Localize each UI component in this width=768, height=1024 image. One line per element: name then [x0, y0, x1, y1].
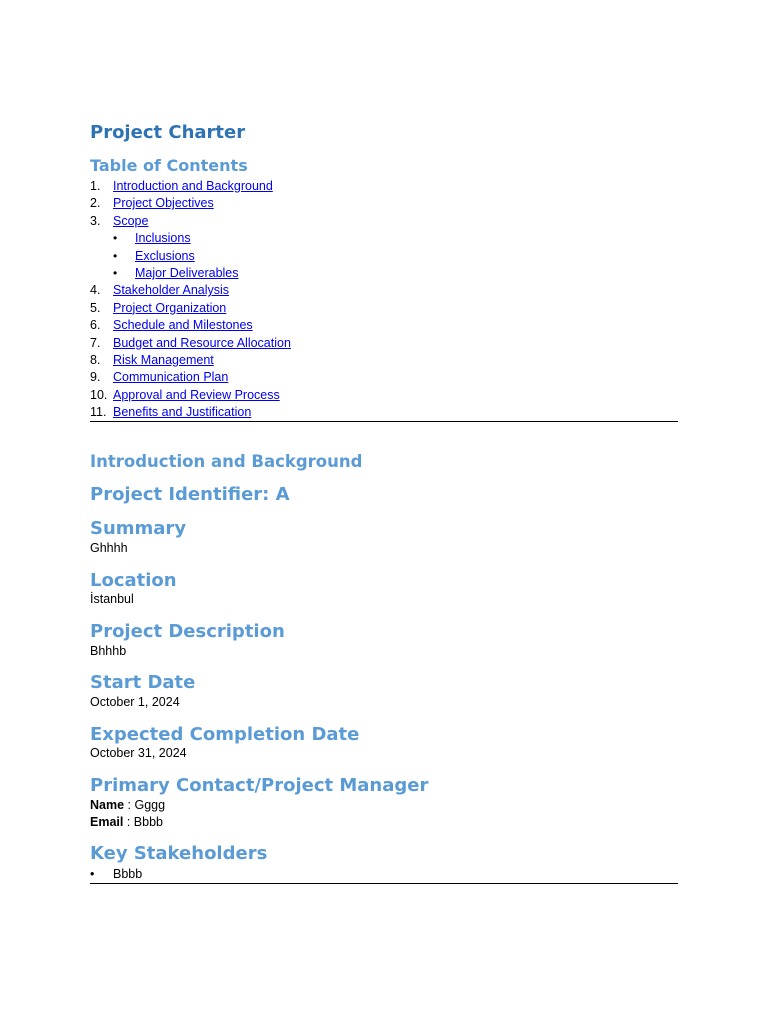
location-value: İstanbul	[90, 592, 134, 606]
divider	[90, 883, 678, 884]
completion-date-value: October 31, 2024	[90, 746, 187, 760]
stakeholders-heading: Key Stakeholders	[90, 843, 268, 864]
toc-subitem	[90, 248, 678, 265]
start-date-heading: Start Date	[90, 672, 196, 693]
toc-link-exclusions[interactable]: Exclusions	[135, 248, 195, 263]
toc-item	[90, 282, 678, 299]
toc-number: 10.	[90, 387, 108, 402]
toc-link-communication-plan[interactable]: Communication Plan	[113, 370, 229, 385]
description-value: Bhhhb	[90, 644, 127, 658]
stakeholder-name: Bbbb	[113, 867, 143, 881]
toc-number: 9.	[90, 370, 101, 385]
section-heading: Introduction and Background	[90, 452, 363, 471]
contact-email	[90, 815, 163, 829]
toc-item	[90, 300, 678, 317]
description-heading: Project Description	[90, 621, 285, 642]
start-date-value: October 1, 2024	[90, 695, 180, 709]
contact-name	[90, 798, 165, 812]
toc-item	[90, 195, 678, 212]
toc-link-schedule[interactable]: Schedule and Milestones	[113, 318, 253, 333]
summary-heading: Summary	[90, 518, 187, 539]
toc-subitem	[90, 230, 678, 247]
toc-item	[90, 404, 678, 421]
toc-link-budget[interactable]: Budget and Resource Allocation	[113, 335, 291, 350]
document-title: Project Charter	[90, 122, 246, 143]
contact-heading: Primary Contact/Project Manager	[90, 775, 429, 796]
toc-link-major-deliverables[interactable]: Major Deliverables	[135, 265, 239, 280]
bullet-icon: •	[113, 265, 118, 280]
summary-value: Ghhhh	[90, 541, 128, 555]
toc-number: 1.	[90, 179, 101, 193]
toc-item	[90, 317, 678, 334]
toc-link-approval[interactable]: Approval and Review Process	[113, 387, 280, 402]
completion-date-heading: Expected Completion Date	[90, 724, 360, 745]
toc-item	[90, 352, 678, 369]
toc-item	[90, 335, 678, 352]
toc-number: 5.	[90, 300, 101, 315]
toc-link-stakeholder-analysis[interactable]: Stakeholder Analysis	[113, 283, 230, 298]
toc-link-risk-management[interactable]: Risk Management	[113, 352, 214, 367]
toc-item	[90, 178, 678, 195]
contact-email-value: : Bbbb	[123, 815, 163, 829]
contact-email-key: Email	[90, 815, 124, 829]
contact-name-key: Name	[90, 798, 125, 812]
toc-link-introduction[interactable]: Introduction and Background	[113, 179, 273, 193]
toc-number: 2.	[90, 196, 101, 211]
toc-item	[90, 213, 678, 230]
toc-link-scope[interactable]: Scope	[113, 213, 149, 228]
toc-number: 11.	[90, 405, 107, 420]
bullet-icon: •	[113, 231, 118, 246]
toc-number: 8.	[90, 352, 101, 367]
contact-name-value: : Gggg	[124, 798, 166, 812]
project-identifier: Project Identifier: A	[90, 484, 290, 505]
toc-number: 3.	[90, 213, 101, 228]
toc-subitem	[90, 265, 678, 282]
toc-link-inclusions[interactable]: Inclusions	[135, 231, 191, 246]
toc-item	[90, 369, 678, 386]
divider	[90, 421, 678, 422]
location-heading: Location	[90, 570, 177, 591]
toc-link-project-organization[interactable]: Project Organization	[113, 300, 227, 315]
table-of-contents	[90, 178, 678, 421]
toc-number: 7.	[90, 335, 101, 350]
toc-number: 4.	[90, 283, 101, 298]
bullet-icon: •	[90, 867, 95, 881]
toc-link-benefits[interactable]: Benefits and Justification	[113, 405, 252, 420]
toc-link-objectives[interactable]: Project Objectives	[113, 196, 214, 211]
toc-number: 6.	[90, 318, 101, 333]
toc-item	[90, 387, 678, 404]
toc-title: Table of Contents	[90, 156, 248, 175]
bullet-icon: •	[113, 248, 118, 263]
